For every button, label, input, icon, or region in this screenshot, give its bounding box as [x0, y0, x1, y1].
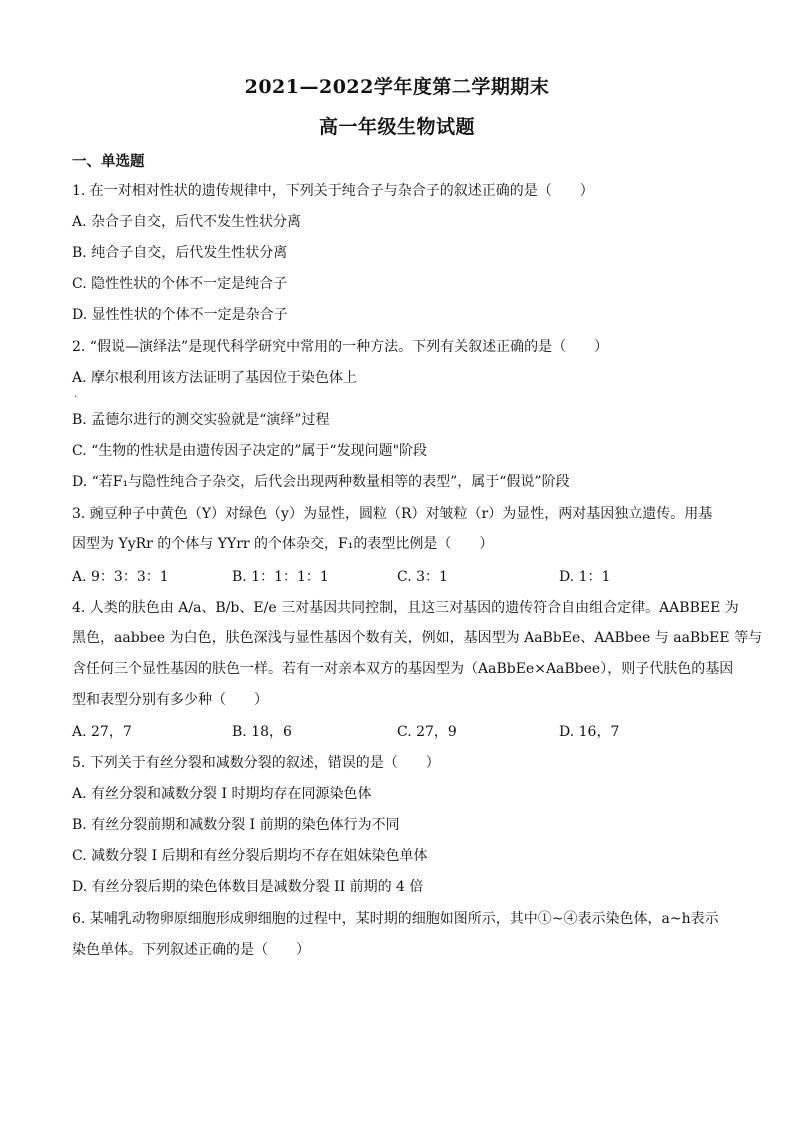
- question-4-option-d: D. 16，7: [559, 724, 620, 740]
- question-1-stem: 1. 在一对相对性状的遗传规律中，下列关于纯合子与杂合子的叙述正确的是（ ）: [72, 183, 594, 199]
- question-1-option-a: A. 杂合子自交，后代不发生性状分离: [72, 214, 302, 230]
- question-3-option-b: B. 1：1：1：1: [232, 569, 329, 585]
- question-2-stem: 2. “假说—演绎法”是现代科学研究中常用的一种方法。下列有关叙述正确的是（ ）: [72, 339, 609, 355]
- question-4-stem-line3: 含任何三个显性基因的肤色一样。若有一对亲本双方的基因型为（AaBbEe×AaBbee），则子代肤色的基因: [72, 661, 734, 677]
- exam-subtitle: 高一年级生物试题: [318, 116, 475, 138]
- question-4-stem-line2: 黑色，aabbee 为白色，肤色深浅与显性基因个数有关，例如，基因型为 AaBbEe、AABbee 与 aaBbEE 等与: [72, 630, 763, 646]
- question-2-option-c: C. “生物的性状是由遗传因子决定的”属于“发现问题"阶段: [72, 443, 428, 459]
- section-heading: 一、单选题: [72, 153, 145, 170]
- question-4-option-c: C. 27，9: [397, 724, 457, 740]
- question-4-stem-line1: 4. 人类的肤色由 A/a、B/b、E/e 三对基因共同控制，且这三对基因的遗传符合自由组合定律。AABBEE 为: [72, 600, 739, 616]
- question-3-options: [72, 566, 732, 586]
- question-5-option-a: A. 有丝分裂和减数分裂 I 时期均存在同源染色体: [72, 786, 372, 802]
- question-4-option-a: A. 27，7: [72, 724, 132, 740]
- question-1-option-d: D. 显性性状的个体不一定是杂合子: [72, 307, 288, 323]
- question-6-stem-line2: 染色单体。下列叙述正确的是（ ）: [72, 942, 310, 958]
- question-3-option-c: C. 3：1: [397, 569, 448, 585]
- question-5-stem: 5. 下列关于有丝分裂和减数分裂的叙述，错误的是（ ）: [72, 755, 440, 771]
- question-1-option-c: C. 隐性性状的个体不一定是纯合子: [72, 276, 288, 292]
- question-4-option-b: B. 18，6: [232, 724, 292, 740]
- question-3-option-d: D. 1：1: [559, 569, 611, 585]
- question-2-option-a: A. 摩尔根利用该方法证明了基因位于染色体上: [72, 370, 358, 386]
- question-5-option-d: D. 有丝分裂后期的染色体数目是减数分裂 II 前期的 4 倍: [72, 879, 424, 895]
- question-2-option-b: B. 孟德尔进行的测交实验就是“演绎”过程: [72, 412, 330, 428]
- question-1-option-b: B. 纯合子自交，后代发生性状分离: [72, 245, 288, 261]
- question-3-stem-line1: 3. 豌豆种子中黄色（Y）对绿色（y）为显性，圆粒（R）对皱粒（r）为显性，两对基因独立遗传。用基: [72, 506, 713, 522]
- question-5-option-c: C. 减数分裂 I 后期和有丝分裂后期均不存在姐妹染色单体: [72, 848, 428, 864]
- question-3-stem-line2: 因型为 YyRr 的个体与 YYrr 的个体杂交，F₁的表型比例是（ ）: [72, 536, 494, 552]
- question-3-option-a: A. 9：3：3：1: [72, 569, 169, 585]
- stray-mark: ·: [74, 392, 78, 403]
- question-4-options: [72, 721, 732, 741]
- question-5-option-b: B. 有丝分裂前期和减数分裂 I 前期的染色体行为不同: [72, 817, 400, 833]
- question-4-stem-line4: 型和表型分别有多少种（ ）: [72, 692, 268, 708]
- exam-title: 2021—2022学年度第二学期期末: [244, 76, 550, 98]
- question-2-option-d: D. “若F₁与隐性纯合子杂交，后代会出现两种数量相等的表型”，属于“假说”阶段: [72, 474, 570, 490]
- question-6-stem-line1: 6. 某哺乳动物卵原细胞形成卵细胞的过程中，某时期的细胞如图所示，其中①~④表示染色体，a~h表示: [72, 911, 719, 927]
